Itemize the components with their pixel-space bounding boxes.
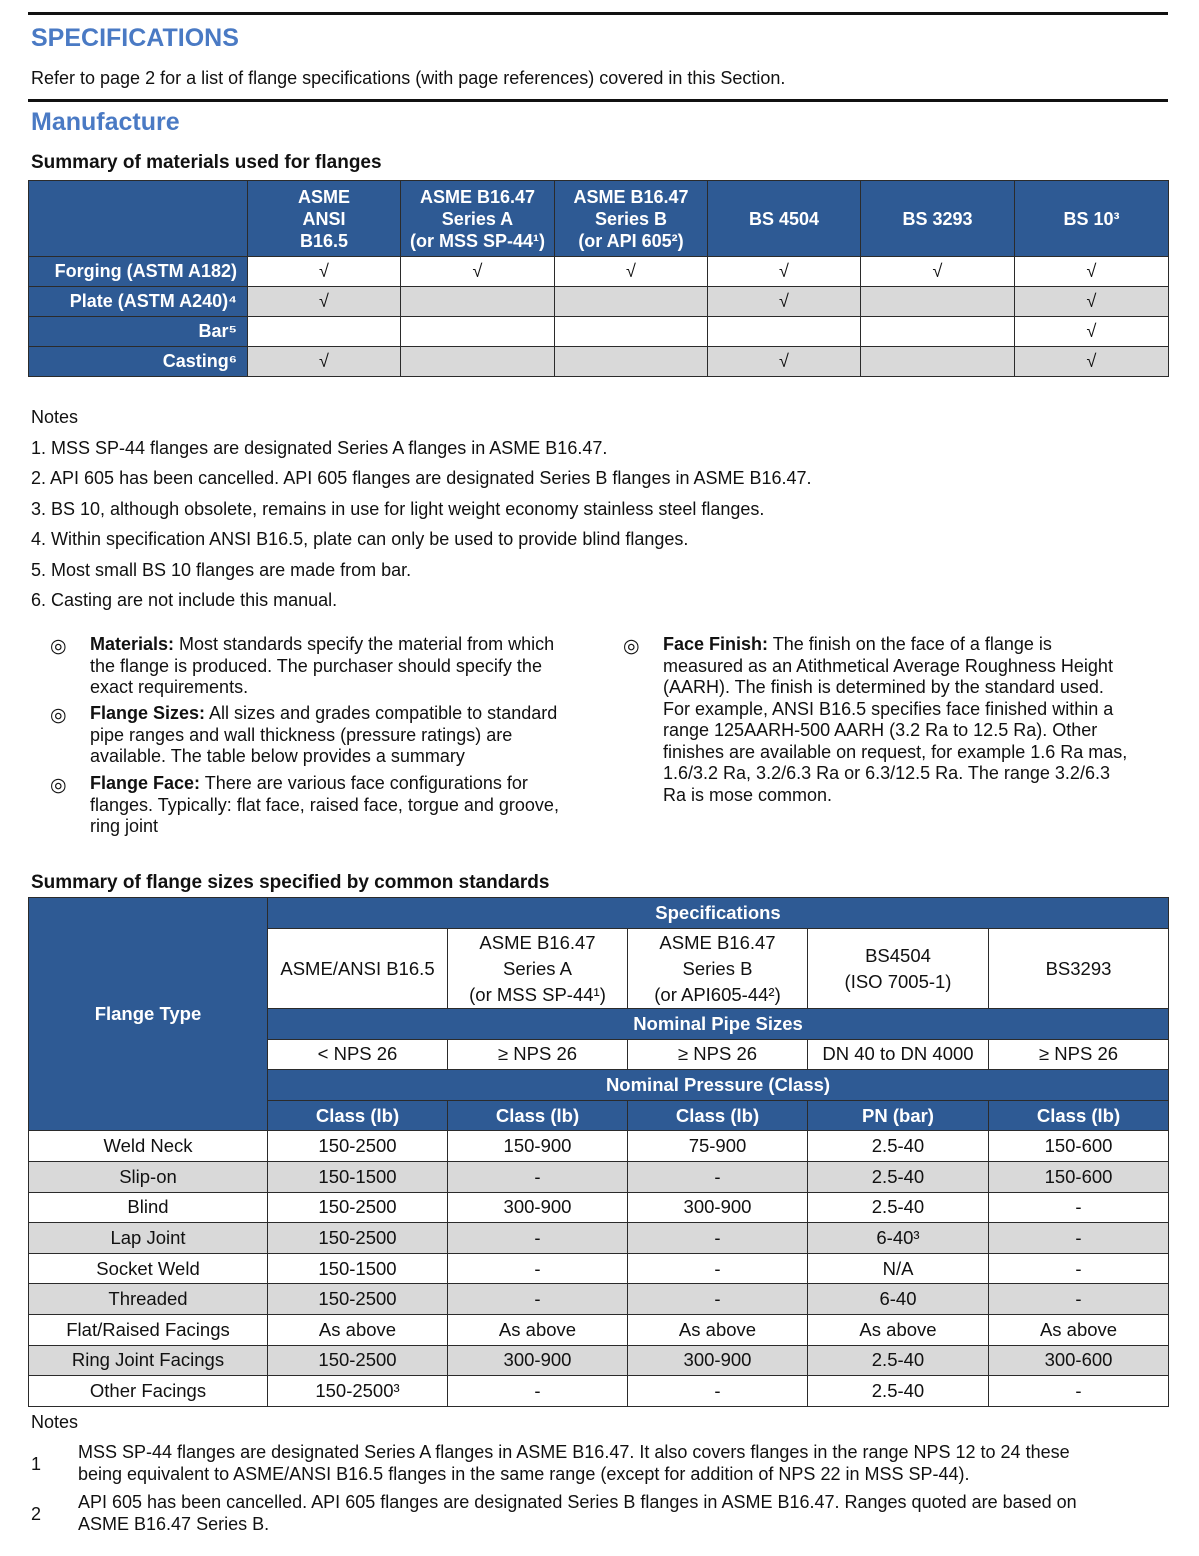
- pressure-unit: Class (lb): [989, 1100, 1169, 1131]
- bullet-term: Flange Face:: [90, 773, 201, 793]
- table-cell: 75-900: [628, 1131, 808, 1162]
- table-cell: 300-900: [448, 1192, 628, 1223]
- table-cell: -: [989, 1223, 1169, 1254]
- specifications-heading: SPECIFICATIONS: [31, 24, 239, 52]
- bullet-term: Flange Sizes:: [90, 703, 206, 723]
- sizes-note-number: 1: [31, 1454, 42, 1474]
- table-cell: As above: [448, 1314, 628, 1345]
- check-mark: √: [1015, 317, 1169, 347]
- col-header-bs-10: BS 10³: [1015, 181, 1169, 257]
- spec-b16-47-series-a: ASME B16.47 Series A (or MSS SP-44¹): [448, 929, 628, 1009]
- bullet-icon: ◎: [50, 775, 67, 796]
- table-cell: -: [448, 1223, 628, 1254]
- table-cell: N/A: [808, 1253, 989, 1284]
- pipe-size: < NPS 26: [268, 1039, 448, 1070]
- bullet-icon: ◎: [50, 705, 67, 726]
- flange-type-cell: Slip-on: [29, 1161, 268, 1192]
- col-header-bs-4504: BS 4504: [708, 181, 861, 257]
- empty-cell: [555, 347, 708, 377]
- table-cell: 150-2500: [268, 1284, 448, 1315]
- pressure-unit: Class (lb): [448, 1100, 628, 1131]
- note-item: 2. API 605 has been cancelled. API 605 flanges are designated Series B flanges in ASME B16.47.: [31, 468, 812, 488]
- table-cell: 150-600: [989, 1161, 1169, 1192]
- note-item: 6. Casting are not include this manual.: [31, 590, 338, 610]
- table-cell: -: [628, 1223, 808, 1254]
- check-mark: √: [1015, 257, 1169, 287]
- pressure-unit: Class (lb): [628, 1100, 808, 1131]
- materials-row-forging: [29, 257, 1169, 287]
- note-item: 3. BS 10, although obsolete, remains in use for light weight economy stainless steel flanges.: [31, 498, 765, 519]
- table-cell: 150-2500: [268, 1345, 448, 1376]
- sizes-notes-title: Notes: [31, 1412, 79, 1432]
- table-cell: As above: [808, 1314, 989, 1345]
- flange-type-cell: Weld Neck: [29, 1131, 268, 1162]
- flange-type-cell: Flat/Raised Facings: [29, 1314, 268, 1345]
- table-cell: As above: [268, 1314, 448, 1345]
- check-mark: √: [708, 257, 861, 287]
- table-cell: 150-600: [989, 1131, 1169, 1162]
- table-cell: 300-900: [628, 1345, 808, 1376]
- check-mark: √: [708, 287, 861, 317]
- pipe-size: ≥ NPS 26: [628, 1039, 808, 1070]
- table-cell: 150-2500: [268, 1192, 448, 1223]
- table-cell: 2.5-40: [808, 1161, 989, 1192]
- section-rule: [28, 99, 1168, 102]
- nominal-pressure-header: Nominal Pressure (Class): [268, 1070, 1169, 1101]
- sizes-note-number: 2: [31, 1504, 42, 1524]
- materials-row-casting: [29, 347, 1169, 377]
- check-mark: √: [248, 347, 401, 377]
- nominal-pipe-sizes-header: Nominal Pipe Sizes: [268, 1009, 1169, 1040]
- pipe-size: DN 40 to DN 4000: [808, 1039, 989, 1070]
- bullet-icon: ◎: [623, 636, 640, 657]
- empty-cell: [555, 287, 708, 317]
- note-item: 1. MSS SP-44 flanges are designated Series A flanges in ASME B16.47.: [31, 437, 608, 458]
- table-cell: -: [628, 1253, 808, 1284]
- table-row: [29, 1314, 1169, 1345]
- table-cell: -: [448, 1253, 628, 1284]
- table-cell: -: [989, 1253, 1169, 1284]
- table-row: [29, 1284, 1169, 1315]
- table-row: [29, 1345, 1169, 1376]
- table-cell: 150-900: [448, 1131, 628, 1162]
- col-header-b16-47-series-b: ASME B16.47 Series B (or API 605²): [555, 181, 708, 257]
- row-label-plate: Plate (ASTM A240)⁴: [29, 287, 248, 317]
- bullet-icon: ◎: [50, 636, 67, 657]
- pipe-size: ≥ NPS 26: [989, 1039, 1169, 1070]
- table-cell: -: [448, 1376, 628, 1407]
- note-item: 4. Within specification ANSI B16.5, plate can only be used to provide blind flanges.: [31, 529, 689, 549]
- table-cell: 2.5-40: [808, 1345, 989, 1376]
- flange-type-cell: Socket Weld: [29, 1253, 268, 1284]
- table-cell: 6-40: [808, 1284, 989, 1315]
- row-label-bar: Bar⁵: [29, 317, 248, 347]
- table-cell: -: [989, 1192, 1169, 1223]
- materials-header-row: [29, 181, 1169, 257]
- materials-corner-cell: [29, 181, 248, 257]
- table-cell: 300-900: [628, 1192, 808, 1223]
- check-mark: √: [708, 347, 861, 377]
- check-mark: √: [248, 287, 401, 317]
- bullet-term: Face Finish:: [663, 634, 769, 654]
- specifications-header-row: [29, 898, 1169, 929]
- table-cell: 150-2500³: [268, 1376, 448, 1407]
- sizes-caption: Summary of flange sizes specified by common standards: [31, 872, 550, 893]
- row-label-casting: Casting⁶: [29, 347, 248, 377]
- table-cell: 300-900: [448, 1345, 628, 1376]
- col-header-asme-b16-5: ASME ANSI B16.5: [248, 181, 401, 257]
- sizes-note-text: MSS SP-44 flanges are designated Series A flanges in ASME B16.47. It also covers flanges in the range NPS 12 to 24 these being equivalent to ASME/ANSI B16.5 flanges in the same range (except for addition of NPS 22 in MSS SP-44).: [78, 1442, 1070, 1484]
- table-row: [29, 1192, 1169, 1223]
- empty-cell: [555, 317, 708, 347]
- empty-cell: [708, 317, 861, 347]
- specifications-intro: Refer to page 2 for a list of flange specifications (with page references) covered in this Section.: [31, 68, 786, 88]
- spec-b16-47-series-b: ASME B16.47 Series B (or API605-44²): [628, 929, 808, 1009]
- materials-notes: [31, 404, 812, 618]
- table-row: [29, 1161, 1169, 1192]
- flange-type-cell: Threaded: [29, 1284, 268, 1315]
- empty-cell: [401, 347, 555, 377]
- flange-type-header: Flange Type: [29, 898, 268, 1131]
- pipe-size: ≥ NPS 26: [448, 1039, 628, 1070]
- materials-row-bar: [29, 317, 1169, 347]
- spec-asme-ansi-b16-5: ASME/ANSI B16.5: [268, 929, 448, 1009]
- check-mark: √: [401, 257, 555, 287]
- notes-title: Notes: [31, 407, 79, 427]
- table-cell: As above: [989, 1314, 1169, 1345]
- table-cell: -: [989, 1284, 1169, 1315]
- table-cell: 150-2500: [268, 1131, 448, 1162]
- table-cell: 150-1500: [268, 1161, 448, 1192]
- table-cell: 2.5-40: [808, 1192, 989, 1223]
- table-row: [29, 1253, 1169, 1284]
- flange-sizes-table: [28, 897, 1169, 1407]
- table-row: [29, 1223, 1169, 1254]
- empty-cell: [861, 347, 1015, 377]
- table-cell: -: [628, 1161, 808, 1192]
- check-mark: √: [1015, 347, 1169, 377]
- table-cell: 6-40³: [808, 1223, 989, 1254]
- row-label-forging: Forging (ASTM A182): [29, 257, 248, 287]
- top-rule: [28, 12, 1168, 15]
- empty-cell: [861, 317, 1015, 347]
- col-header-b16-47-series-a: ASME B16.47 Series A (or MSS SP-44¹): [401, 181, 555, 257]
- table-cell: 150-1500: [268, 1253, 448, 1284]
- flange-type-cell: Other Facings: [29, 1376, 268, 1407]
- table-cell: -: [448, 1161, 628, 1192]
- check-mark: √: [248, 257, 401, 287]
- table-row: [29, 1376, 1169, 1407]
- empty-cell: [248, 317, 401, 347]
- pressure-unit: Class (lb): [268, 1100, 448, 1131]
- check-mark: √: [555, 257, 708, 287]
- flange-type-cell: Ring Joint Facings: [29, 1345, 268, 1376]
- check-mark: √: [861, 257, 1015, 287]
- sizes-note-text: API 605 has been cancelled. API 605 flanges are designated Series B flanges in ASME B16.47. Ranges quoted are based on ASME B16.47 Series B.: [78, 1492, 1077, 1534]
- spec-bs4504: BS4504 (ISO 7005-1): [808, 929, 989, 1009]
- empty-cell: [861, 287, 1015, 317]
- table-cell: -: [989, 1376, 1169, 1407]
- col-header-bs-3293: BS 3293: [861, 181, 1015, 257]
- specifications-header: Specifications: [268, 898, 1169, 929]
- bullet-term: Materials:: [90, 634, 175, 654]
- pressure-unit: PN (bar): [808, 1100, 989, 1131]
- empty-cell: [401, 287, 555, 317]
- note-item: 5. Most small BS 10 flanges are made from bar.: [31, 559, 412, 580]
- table-cell: -: [628, 1376, 808, 1407]
- materials-row-plate: [29, 287, 1169, 317]
- table-cell: As above: [628, 1314, 808, 1345]
- table-row: [29, 1131, 1169, 1162]
- flange-type-cell: Lap Joint: [29, 1223, 268, 1254]
- table-cell: 2.5-40: [808, 1376, 989, 1407]
- table-cell: 300-600: [989, 1345, 1169, 1376]
- check-mark: √: [1015, 287, 1169, 317]
- empty-cell: [401, 317, 555, 347]
- flange-type-cell: Blind: [29, 1192, 268, 1223]
- table-cell: 150-2500: [268, 1223, 448, 1254]
- manufacture-heading: Manufacture: [31, 108, 180, 136]
- spec-bs3293: BS3293: [989, 929, 1169, 1009]
- table-cell: 2.5-40: [808, 1131, 989, 1162]
- table-cell: -: [628, 1284, 808, 1315]
- materials-caption: Summary of materials used for flanges: [31, 152, 382, 173]
- table-cell: -: [448, 1284, 628, 1315]
- materials-table: [28, 180, 1169, 377]
